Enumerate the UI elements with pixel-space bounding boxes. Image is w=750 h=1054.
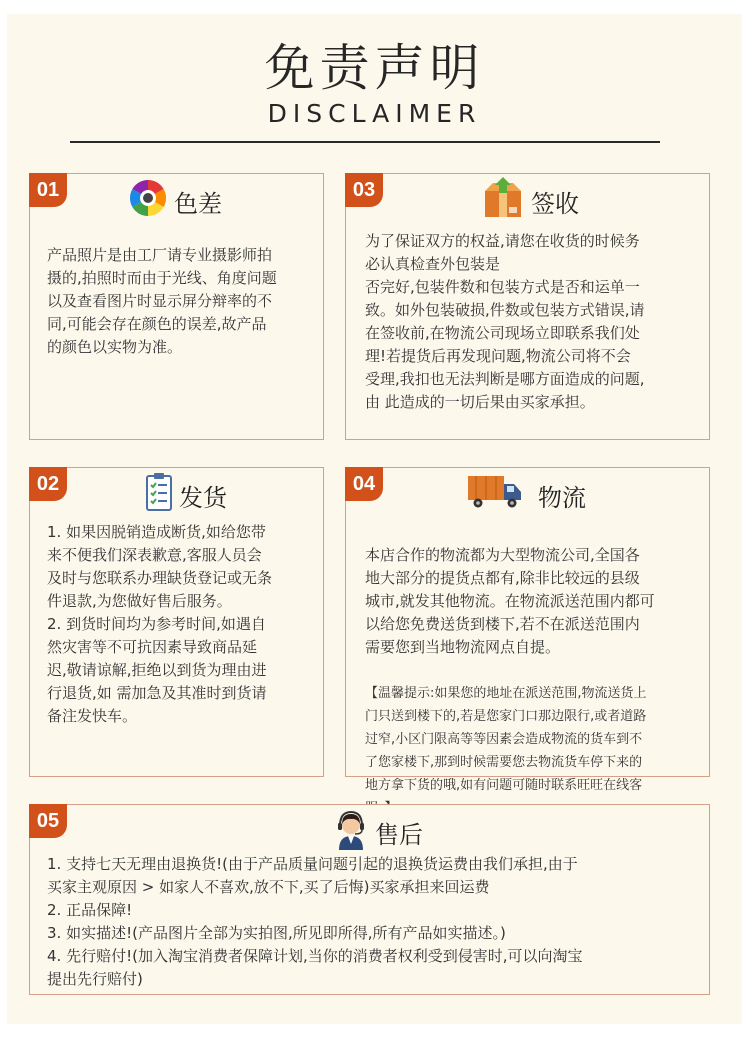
section-signing	[345, 173, 710, 440]
section-heading	[481, 178, 579, 224]
section-text: 为了保证双方的权益,请您在收货的时候务 必认真检查外包装是 否完好,包装件数和包装方式是否和运单一 致。如外包装破损,件数或包装方式错误,请 在签收前,在物流公司现场立即联系我们处 理!若提货后再发现问题,物流公司将不会 受理,我扣也无法判断是哪方面造成的问题, 由 此造成的一切后果由买家承担。	[365, 232, 645, 411]
section-text: 1. 支持七天无理由退换货!(由于产品质量问题引起的退换货运费由我们承担,由于 买家主观原因 > 如家人不喜欢,放不下,买了后悔)买家承担来回运费 2. 正品保障! 3. 如实描述!(产品图片全部为实拍图,所见即所得,所有产品如实描述。) 4. 先行赔付!(加入淘宝消费者保障计划,当你的消费者权利受到侵害时,可以向淘宝 提出先行赔付)	[47, 855, 583, 988]
section-number: 04	[345, 467, 383, 501]
section-title: 色差	[174, 189, 222, 218]
section-title: 售后	[375, 820, 423, 849]
page-title: 免责声明	[264, 39, 485, 97]
clipboard-checklist-icon	[145, 472, 173, 518]
disclaimer-page	[7, 14, 742, 1024]
section-title: 发货	[179, 483, 227, 512]
section-text: 1. 如果因脱销造成断货,如给您带 来不便我们深表歉意,客服人员会 及时与您联系办理缺货登记或无条 件退款,为您做好售后服务。 2. 到货时间均为参考时间,如遇自 然灾害等不可抗因素导致商品延 迟,敬请谅解,拒绝以到货为理由进 行退货,如 需加急及其准时到货请 备注发快车。	[47, 523, 273, 725]
section-text: 产品照片是由工厂请专业摄影师拍 摄的,拍照时而由于光线、角度问题 以及查看图片时显示屏分辩率的不 同,可能会存在颜色的误差,故产品 的颜色以实物为准。	[47, 246, 277, 356]
page-subtitle: DISCLAIMER	[267, 99, 482, 128]
title-divider	[70, 141, 660, 143]
section-title: 签收	[531, 189, 579, 218]
section-shipping	[29, 467, 324, 777]
section-number: 03	[345, 173, 383, 207]
color-wheel-icon	[128, 178, 168, 224]
section-heading	[128, 178, 222, 224]
section-color-difference	[29, 173, 324, 440]
section-number: 05	[29, 804, 67, 838]
customer-service-headset-icon	[333, 808, 369, 856]
section-text	[365, 521, 705, 843]
logistics-tip: 【温馨提示:如果您的地址在派送范围,物流送货上 门只送到楼下的,若是您家门口那边限行,或者道路 过窄,小区门限高等等因素会造成物流的货车到不 了您家楼下,那到时候需要您去物流货车停下来的 地方拿下货的哦,如有问题可随时联系旺旺在线客	[365, 686, 647, 793]
section-heading	[466, 472, 586, 518]
section-title: 物流	[538, 483, 586, 512]
section-after-sales	[29, 804, 710, 995]
delivery-truck-icon	[466, 474, 524, 516]
section-number: 01	[29, 173, 67, 207]
section-number: 02	[29, 467, 67, 501]
logistics-description: 本店合作的物流都为大型物流公司,全国各 地大部分的提货点都有,除非比较远的县级 城市,就发其他物流。在物流派送范围内都可 以给您免费送货到楼下,若不在派送范围内 需要您到当地物流网点自提。	[365, 546, 655, 656]
section-heading	[333, 809, 423, 855]
package-box-icon	[481, 177, 525, 225]
section-heading	[145, 472, 227, 518]
section-logistics	[345, 467, 710, 793]
